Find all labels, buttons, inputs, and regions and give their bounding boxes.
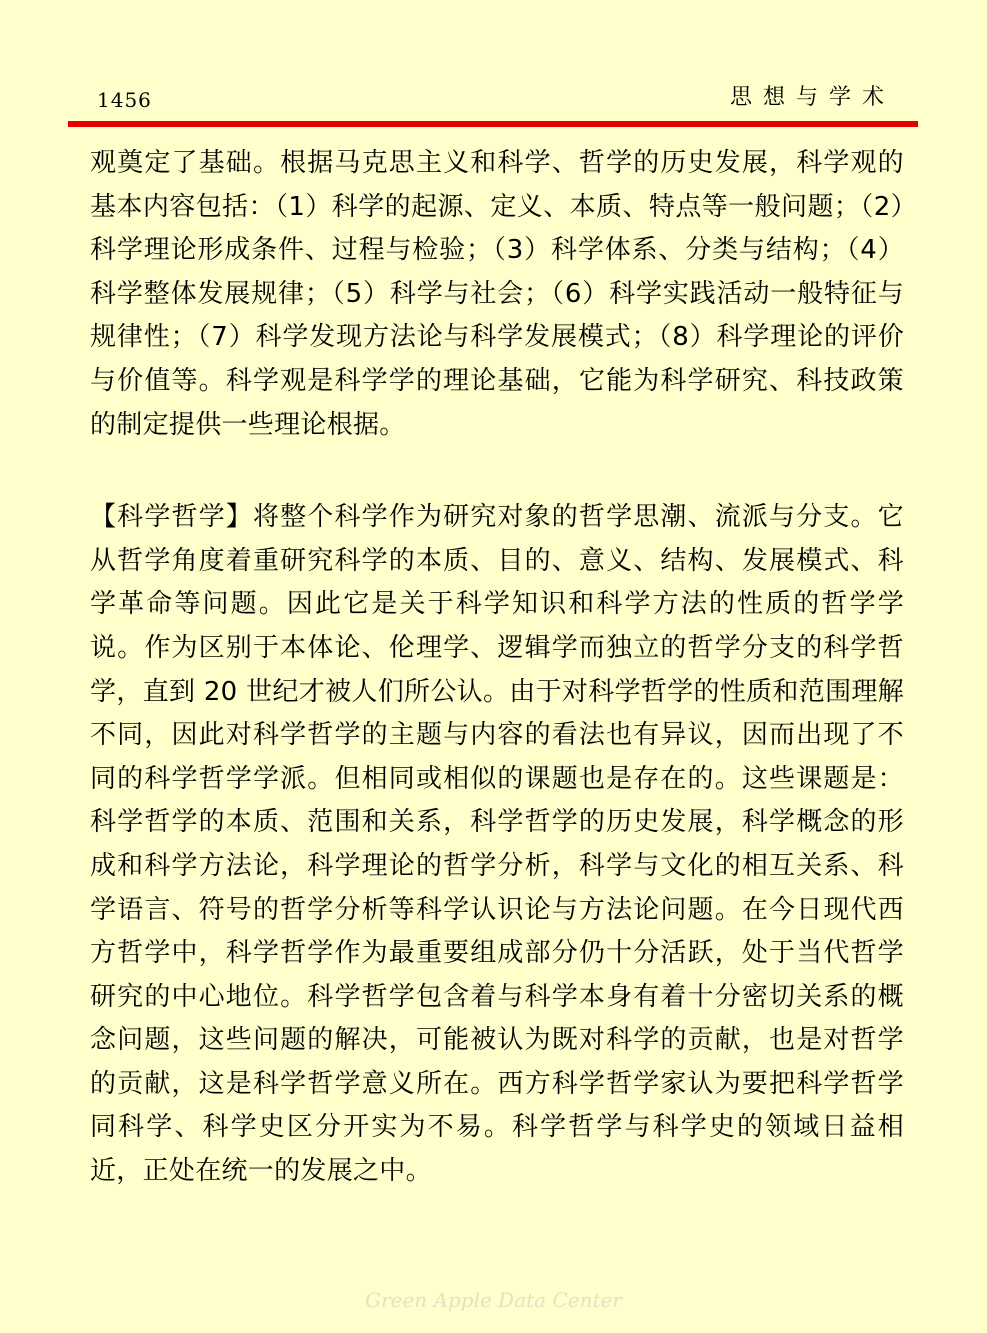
- paragraph-philosophy-of-science: 【科学哲学】将整个科学作为研究对象的哲学思潮、流派与分支。它从哲学角度着重研究科学的本质、目的、意义、结构、发展模式、科学革命等问题。因此它是关于科学知识和科学方法的性质的哲学学说。作为区别于本体论、伦理学、逻辑学而独立的哲学分支的科学哲学，直到 20 世纪才被人们所公认。由于对科学哲学的性质和范围理解不同，因此对科学哲学的主题与内容的看法也有异议，因而出现了不同的科学哲学学派。但相同或相似的课题也是存在的。这些课题是：科学哲学的本质、范围和关系，科学哲学的历史发展，科学概念的形成和科学方法论，科学理论的哲学分析，科学与文化的相互关系、科学语言、符号的哲学分析等科学认识论与方法论问题。在今日现代西方哲学中，科学哲学作为最重要组成部分仍十分活跃，处于当代哲学研究的中心地位。科学哲学包含着与科学本身有着十分密切关系的概念问题，这些问题的解决，可能被认为既对科学的贡献，也是对哲学的贡献，这是科学哲学意义所在。西方科学哲学家认为要把科学哲学同科学、科学史区分开实为不易。科学哲学与科学史的领域日益相近，正处在统一的发展之中。: [90, 502, 904, 1187]
- watermark: Green Apple Data Center: [365, 1288, 622, 1312]
- paragraph-continuation: 观奠定了基础。根据马克思主义和科学、哲学的历史发展，科学观的基本内容包括：（1）科学的起源、定义、本质、特点等一般问题；（2）科学理论形成条件、过程与检验；（3）科学体系、分类与结构；（4）科学整体发展规律；（5）科学与社会；（6）科学实践活动一般特征与规律性；（7）科学发现方法论与科学发展模式；（8）科学理论的评价与价值等。科学观是科学学的理论基础，它能为科学研究、科技政策的制定提供一些理论根据。: [90, 148, 904, 440]
- header-rule: [68, 121, 918, 127]
- page-header: [0, 0, 987, 130]
- running-title: 思想与学术: [729, 85, 895, 110]
- body-text: [90, 142, 904, 1194]
- page-number: 1456: [97, 88, 152, 112]
